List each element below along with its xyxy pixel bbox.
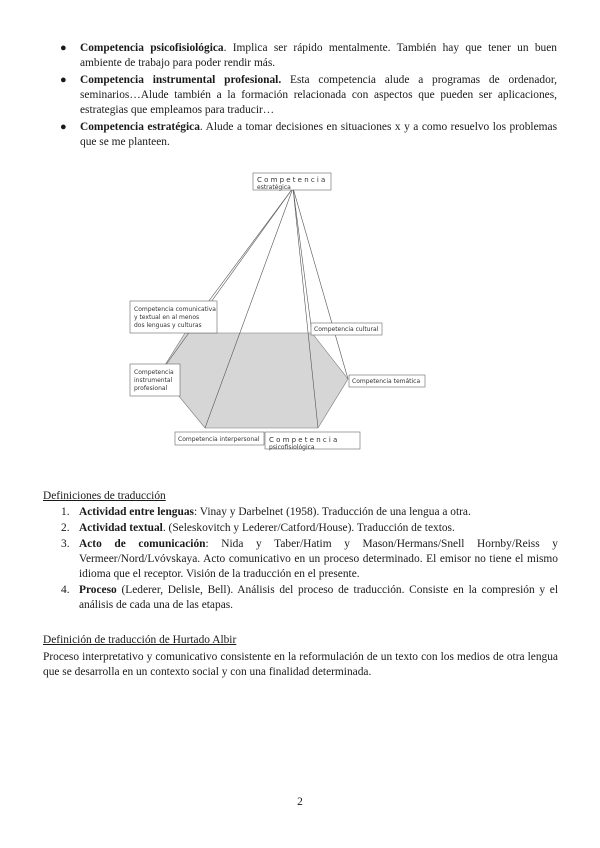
item-term: Actividad textual [79,522,163,534]
competencias-list [60,41,557,152]
instrumental-label: Competencia [134,369,174,376]
bullet-item [60,41,557,71]
psicofisiologica-sublabel: psicofisiológica [269,444,315,451]
page-number: 2 [297,796,303,808]
definiciones-list [43,505,558,614]
comunicativa-label: y textual en al menos [134,314,200,321]
item-number: 4. [61,584,70,596]
item-text: : Nida y Taber/Hatim y Mason/Hermans/Snell Hornby/Reiss y Vermeer/Nord/Lvóvskaya. Acto comunicativo en un proceso determinado. El emisor no tiene el mismo idioma que el receptor. Visión de la traducción en el presente. [79,538,558,580]
estrategica-label: Competencia [257,176,328,184]
bullet-icon: ● [60,42,67,54]
bullet-text: . Implica ser rápido mentalmente. También hay que tener un buen ambiente de trabajo para poder rendir más. [80,42,557,69]
item-term: Acto de comunicación [79,538,206,550]
definicion-item [43,537,558,582]
hurtado-heading: Definición de traducción de Hurtado Albir [43,634,237,646]
comunicativa-label: dos lenguas y culturas [134,322,202,329]
item-text: (Lederer, Delisle, Bell). Análisis del proceso de traducción. Consiste en la compresión y el análisis de cada una de las etapas. [79,584,558,611]
bullet-term: Competencia estratégica [80,121,200,133]
bullet-icon: ● [60,74,67,86]
bullet-item [60,120,557,150]
estrategica-sublabel: estratégica [257,184,291,191]
pyramid-base [160,333,348,428]
item-number: 1. [61,506,70,518]
competencias-pyramid-diagram [120,168,421,468]
instrumental-label: instrumental [134,377,173,384]
bullet-term: Competencia psicofisiológica [80,42,224,54]
interpersonal-label: Competencia interpersonal [178,436,260,443]
bullet-text: Esta competencia alude a programas de ordenador, seminarios…Alude también a la formación relacionada con aspectos que pueden ser aplicaciones, estrategias que empleamos para traducir… [80,74,558,116]
definicion-item [43,521,558,536]
comunicativa-label: Competencia comunicativa [134,306,216,313]
bullet-icon: ● [60,121,67,133]
item-term: Proceso [79,584,117,596]
definicion-item [43,583,558,613]
item-text: . (Seleskovitch y Lederer/Catford/House). Traducción de textos. [162,522,455,534]
bullet-term: Competencia instrumental profesional. [80,74,282,86]
instrumental-label: profesional [134,385,168,392]
hurtado-definition: Proceso interpretativo y comunicativo consistente en la reformulación de un texto con los medios de otra lengua que se desarrolla en un contexto social y con una finalidad determinada. [43,651,558,678]
tematica-label: Competencia temática [352,378,421,385]
cultural-label: Competencia cultural [314,326,379,333]
definicion-item [43,505,558,520]
psicofisiologica-label: Competencia [269,436,340,444]
bullet-text: . Alude a tomar decisiones en situaciones x y a como resuelvo los problemas que se me planteen. [80,121,558,148]
item-term: Actividad entre lenguas [79,506,194,518]
item-text: : Vinay y Darbelnet (1958). Traducción de una lengua a otra. [193,506,471,518]
item-number: 2. [61,522,70,534]
definiciones-heading: Definiciones de traducción [43,490,166,502]
bullet-item [60,73,557,118]
item-number: 3. [61,538,70,550]
